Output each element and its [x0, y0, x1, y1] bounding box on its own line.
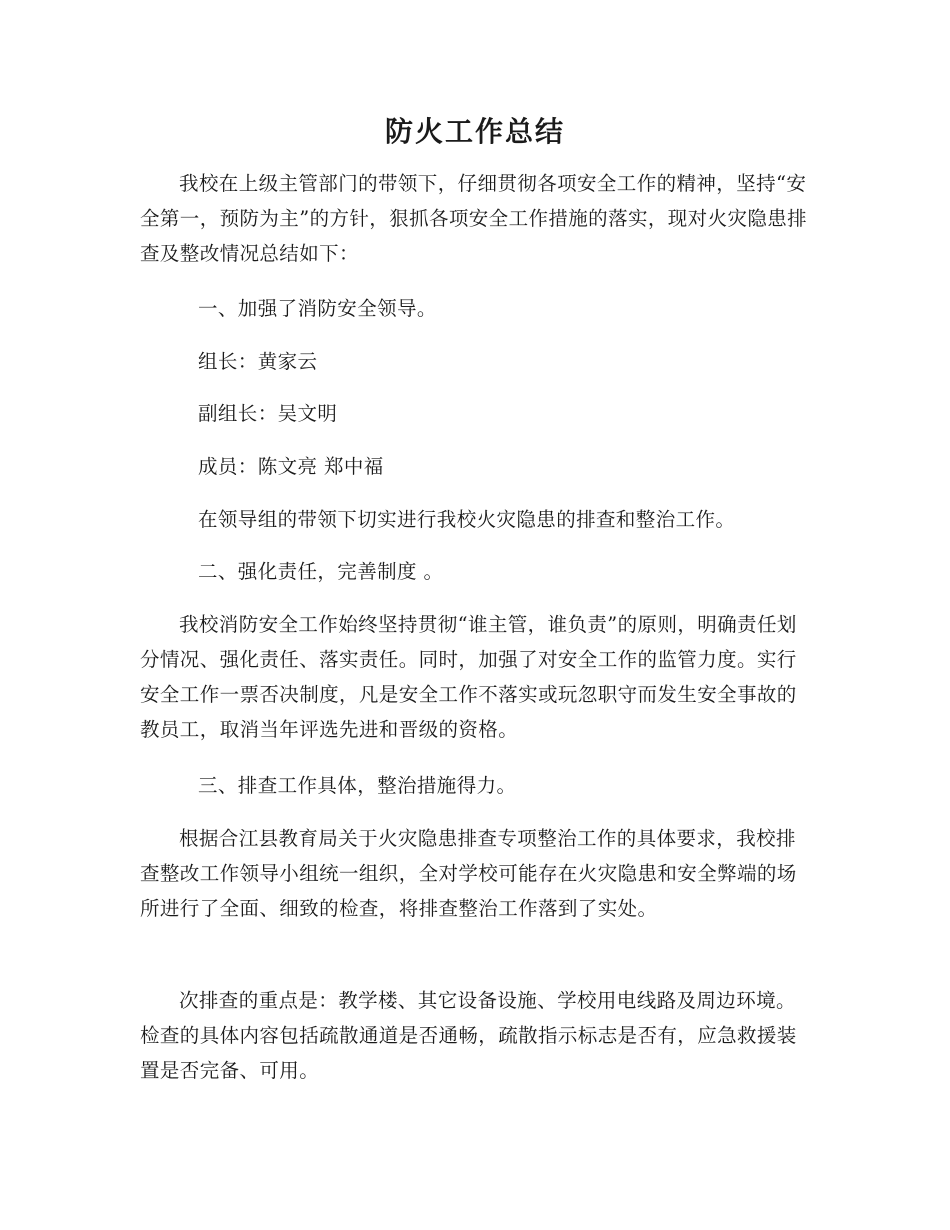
section-heading-2: 二、强化责任，完善制度 。: [198, 560, 444, 583]
paragraph-responsibility: 我校消防安全工作始终坚持贯彻“谁主管，谁负责”的原则，明确责任划分情况、强化责任、落实责任。同时，加强了对安全工作的监管力度。实行安全工作一票否决制度，凡是安全工作不落实或玩忽职守而发生安全事故的教员工，取消当年评选先进和晋级的资格。: [140, 613, 797, 741]
team-leader-line: 组长：黄家云: [198, 350, 318, 373]
paragraph-leadership-work: 在领导组的带领下切实进行我校火灾隐患的排查和整治工作。: [198, 508, 736, 531]
document-title: 防火工作总结: [384, 115, 565, 148]
deputy-leader-line: 副组长：吴文明: [198, 402, 338, 425]
paragraph-intro: 我校在上级主管部门的带领下，仔细贯彻各项安全工作的精神，坚持“安全第一，预防为主”的方针，狠抓各项安全工作措施的落实，现对火灾隐患排查及整改情况总结如下：: [140, 172, 808, 265]
section-heading-1: 一、加强了消防安全领导。: [198, 297, 437, 320]
paragraph-focus: 次排查的重点是：教学楼、其它设备设施、学校用电线路及周边环境。检查的具体内容包括疏散通道是否通畅，疏散指示标志是否有，应急救援装置是否完备、可用。: [140, 989, 797, 1082]
members-line: 成员：陈文亮 郑中福: [198, 455, 384, 478]
paragraph-inspection: 根据合江县教育局关于火灾隐患排查专项整治工作的具体要求，我校排查整改工作领导小组统一组织，全对学校可能存在火灾隐患和安全弊端的场所进行了全面、细致的检查，将排查整治工作落到了实处。: [140, 827, 797, 920]
section-heading-3: 三、排查工作具体，整治措施得力。: [198, 774, 517, 797]
